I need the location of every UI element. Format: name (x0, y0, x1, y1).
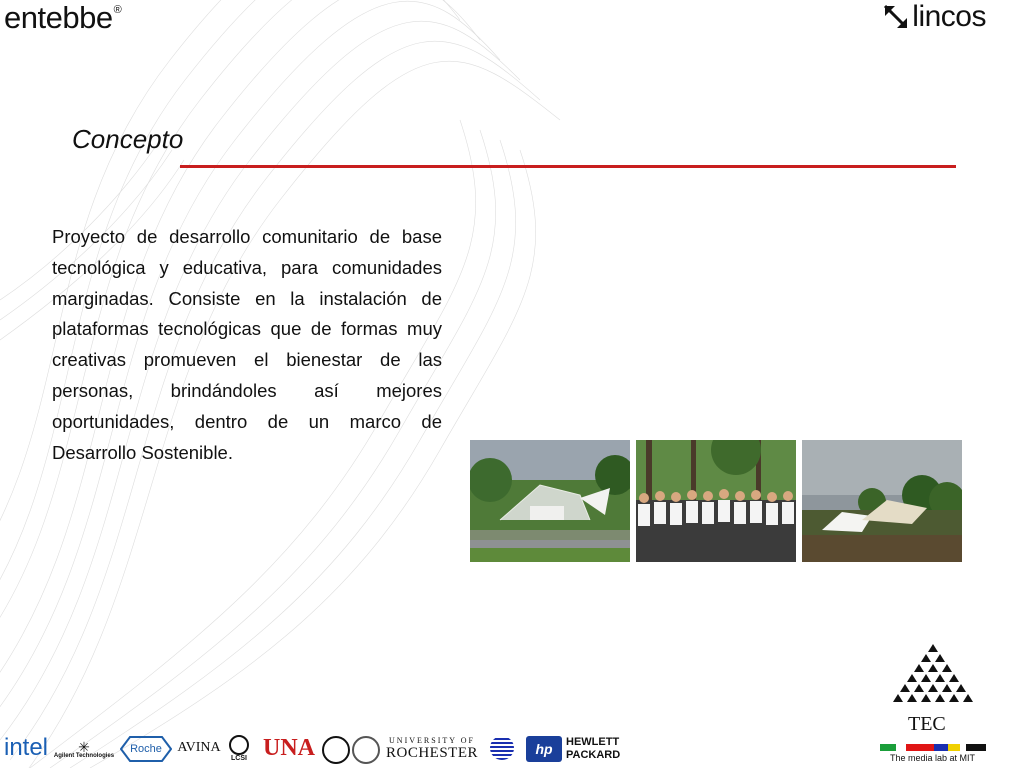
tec-logo-triangle-icon (888, 644, 978, 714)
colorbar-red-segment (906, 744, 934, 751)
medialab-caption: The media lab at MIT (890, 753, 976, 763)
colorbar-white-segment (896, 744, 906, 751)
agilent-logo: ✳ Agilent Technologies (53, 739, 115, 759)
sponsor-logo-row (0, 730, 880, 768)
colorbar-black-segment (966, 744, 986, 751)
agilent-spark-icon: ✳ (78, 739, 90, 755)
lincos-logo (882, 0, 986, 34)
lcsi-circle-icon (229, 735, 249, 755)
medialab-colorbar (880, 744, 986, 751)
rochester-logo: UNIVERSITY OF ROCHESTER (385, 736, 478, 761)
title-underline-rule (180, 165, 956, 168)
registered-mark: ® (113, 4, 122, 16)
slide-title: Concepto (72, 124, 184, 154)
lcsi-logo: LCSI (226, 734, 252, 762)
roche-logo: Roche (120, 736, 172, 762)
hewlett-packard-logo: HEWLETT PACKARD (566, 736, 621, 761)
tec-label: TEC (908, 713, 946, 735)
colorbar-green-segment (880, 744, 896, 751)
group-of-students-photo (636, 440, 796, 562)
avina-logo: AVINA (177, 740, 221, 755)
lincos-logo-text: lincos (912, 0, 986, 33)
entebbe-logo-text: entebbe (4, 0, 113, 35)
photo-strip (470, 440, 962, 562)
una-seal-icon (322, 736, 350, 764)
intel-logo: intel (3, 734, 49, 761)
entebbe-logo (4, 0, 121, 36)
globe-icon (490, 736, 514, 760)
colorbar-yellow-segment (948, 744, 960, 751)
slide-body-text: Proyecto de desarrollo comunitario de base tecnológica y educativa, para comunidades marginadas. Consiste en la instalación de plataformas tecnológicas que de formas muy creativas promueven el bienestar de las personas, brindándoles así mejores oportunidades, dentro de un marco de Desarrollo Sostenible. (52, 226, 442, 463)
white-canopy-structures-photo (802, 440, 962, 562)
rochester-seal-icon (352, 736, 380, 764)
tensile-structure-field-photo (470, 440, 630, 562)
una-logo: UNA (263, 734, 315, 761)
colorbar-blue-segment (934, 744, 948, 751)
hp-logo: hp (526, 736, 562, 762)
diagonal-arrows-icon (882, 3, 910, 31)
